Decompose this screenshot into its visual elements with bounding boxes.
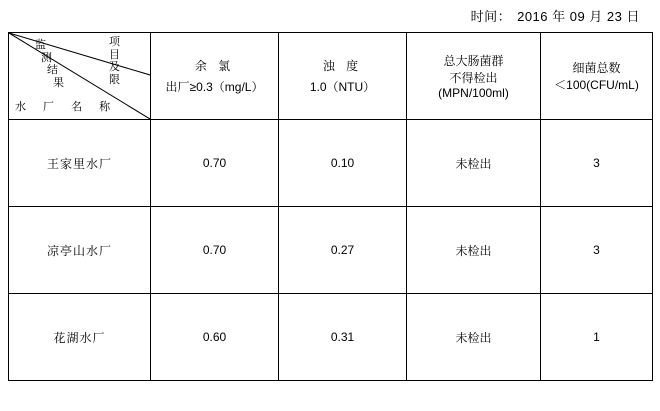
table-row <box>9 120 653 207</box>
cell-2-total-coliform: 未检出 <box>407 294 541 381</box>
cell-1-total-coliform: 未检出 <box>407 207 541 294</box>
water-quality-table <box>8 32 653 381</box>
report-date <box>471 6 640 25</box>
table-row <box>9 294 653 381</box>
corner-monitor-label: 监 测 结 果 <box>35 39 64 89</box>
row-name-0: 王家里水厂 <box>9 120 151 207</box>
cell-2-residual-chlorine: 0.60 <box>151 294 279 381</box>
cell-0-residual-chlorine: 0.70 <box>151 120 279 207</box>
column-header-turbidity: 浊 度 1.0（NTU） <box>279 33 407 120</box>
table-header-row <box>9 33 653 120</box>
cell-0-turbidity: 0.10 <box>279 120 407 207</box>
cell-0-total-coliform: 未检出 <box>407 120 541 207</box>
corner-plant-label: 水 厂 名 称 <box>15 101 118 114</box>
row-name-2: 花湖水厂 <box>9 294 151 381</box>
cell-0-total-bacteria: 3 <box>541 120 653 207</box>
cell-2-turbidity: 0.31 <box>279 294 407 381</box>
cell-2-total-bacteria: 1 <box>541 294 653 381</box>
corner-project-label: 项 目 及 限 <box>109 36 120 86</box>
report-date-value: 2016 年 09 月 23 日 <box>517 9 640 24</box>
cell-1-total-bacteria: 3 <box>541 207 653 294</box>
report-date-label: 时间： <box>470 9 512 24</box>
column-header-residual-chlorine: 余 氯 出厂≥0.3（mg/L） <box>151 33 279 120</box>
row-name-1: 凉亭山水厂 <box>9 207 151 294</box>
cell-1-turbidity: 0.27 <box>279 207 407 294</box>
cell-1-residual-chlorine: 0.70 <box>151 207 279 294</box>
column-header-total-coliform: 总大肠菌群 不得检出 (MPN/100ml) <box>407 33 541 120</box>
table-row <box>9 207 653 294</box>
table-corner-cell <box>9 33 151 120</box>
column-header-total-bacteria: 细菌总数 ＜100(CFU/mL) <box>541 33 653 120</box>
